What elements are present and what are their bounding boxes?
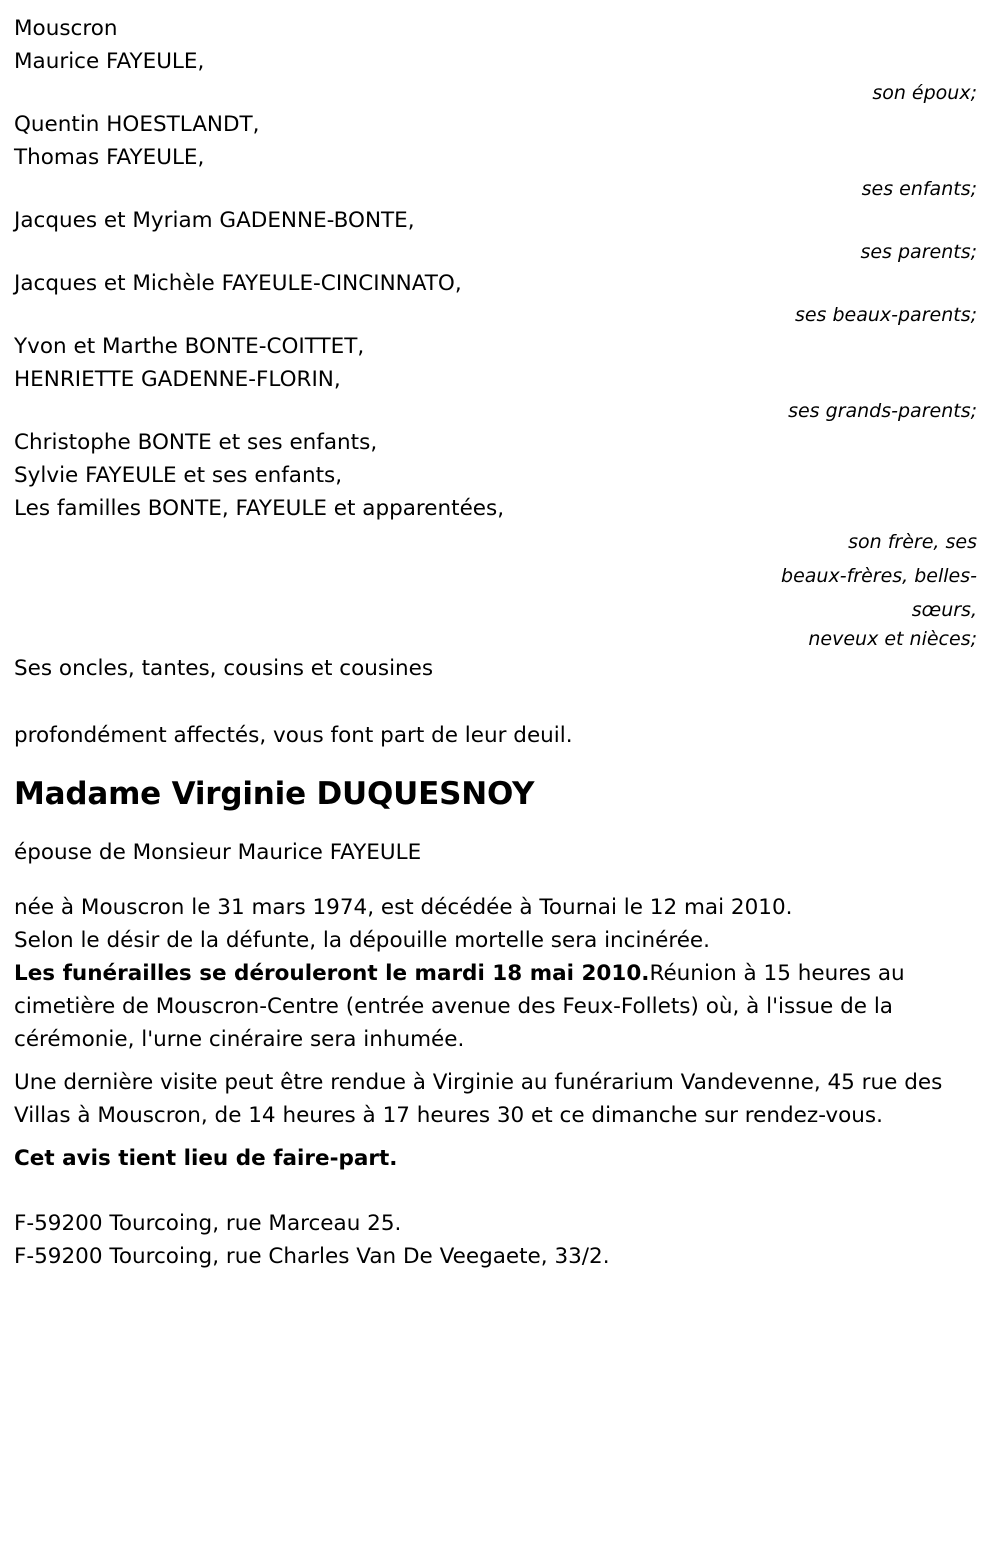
child-name-2: Thomas FAYEULE, — [14, 145, 205, 170]
relation-children: ses enfants; — [861, 178, 977, 200]
extended-family-line: Ses oncles, tantes, cousins et cousines — [14, 656, 434, 681]
sibling-name-2: Sylvie FAYEULE et ses enfants, — [14, 463, 343, 488]
address-line-2: F-59200 Tourcoing, rue Charles Van De Veegaete, 33/2. — [14, 1244, 610, 1269]
spacer-before-intro — [14, 685, 988, 719]
relation-parents-in-law: ses beaux-parents; — [794, 304, 977, 326]
parent-name-1: Jacques et Myriam GADENNE-BONTE, — [14, 208, 415, 233]
grandparent-name-2: HENRIETTE GADENNE-FLORIN, — [14, 367, 341, 392]
spouse-name: Maurice FAYEULE, — [14, 49, 205, 74]
funeral-paragraph — [14, 957, 974, 1056]
spacer-before-headline — [14, 752, 988, 774]
spacer-before-dates — [14, 869, 988, 891]
deceased-name-heading: Madame Virginie DUQUESNOY — [14, 776, 535, 812]
birth-death-line: née à Mouscron le 31 mars 1974, est décédée à Tournai le 12 mai 2010. — [14, 895, 793, 920]
cremation-line: Selon le désir de la défunte, la dépouille mortelle sera incinérée. — [14, 928, 710, 953]
faire-part-notice: Cet avis tient lieu de faire-part. — [14, 1146, 398, 1171]
funeral-details: Réunion à 15 heures au cimetière de Mouscron-Centre (entrée avenue des Feux-Follets) où, à l'issue de la cérémonie, l'urne cinéraire sera inhumée. — [14, 961, 905, 1052]
relation-siblings-line-3: sœurs, — [911, 599, 977, 621]
relation-parents: ses parents; — [860, 241, 977, 263]
sibling-name-1: Christophe BONTE et ses enfants, — [14, 430, 378, 455]
relation-spouse: son époux; — [872, 82, 977, 104]
relation-siblings-line-2: beaux-frères, belles- — [781, 565, 977, 587]
funeral-bold-lead: Les funérailles se dérouleront le mardi 18 mai 2010. — [14, 961, 650, 986]
city-line: Mouscron — [14, 16, 118, 41]
parent-in-law-name-1: Jacques et Michèle FAYEULE-CINCINNATO, — [14, 271, 462, 296]
sibling-name-3: Les familles BONTE, FAYEULE et apparentées, — [14, 496, 505, 521]
relation-siblings-line-1: son frère, ses — [848, 531, 977, 553]
spouse-of-line: épouse de Monsieur Maurice FAYEULE — [14, 840, 422, 865]
address-line-1: F-59200 Tourcoing, rue Marceau 25. — [14, 1211, 402, 1236]
relation-grandparents: ses grands-parents; — [788, 400, 977, 422]
child-name-1: Quentin HOESTLANDT, — [14, 112, 260, 137]
relation-siblings — [717, 525, 977, 652]
relation-siblings-line-4: neveux et nièces; — [808, 628, 977, 650]
spacer-after-headline — [14, 814, 988, 836]
spacer-before-addresses — [14, 1185, 988, 1207]
grandparent-name-1: Yvon et Marthe BONTE-COITTET, — [14, 334, 365, 359]
announcement-intro: profondément affectés, vous font part de leur deuil. — [14, 723, 573, 748]
visit-paragraph: Une dernière visite peut être rendue à Virginie au funérarium Vandevenne, 45 rue des Villas à Mouscron, de 14 heures à 17 heures 30 et ce dimanche sur rendez-vous. — [14, 1070, 943, 1128]
